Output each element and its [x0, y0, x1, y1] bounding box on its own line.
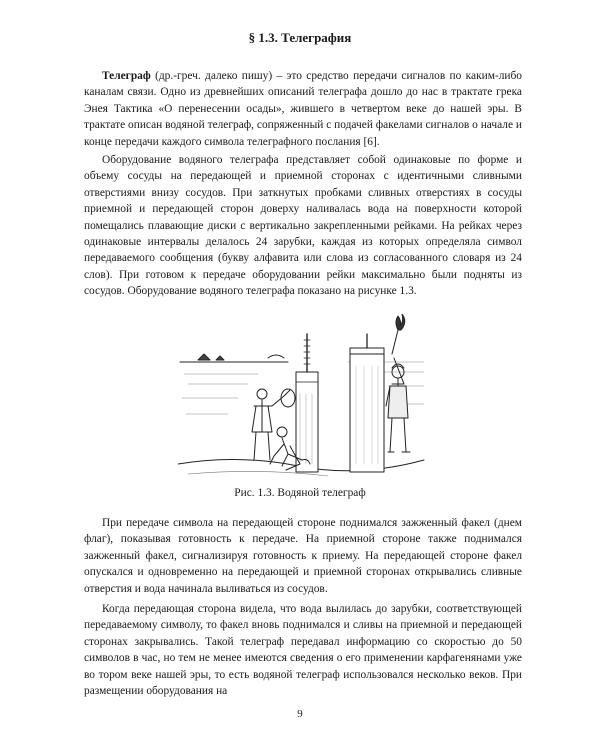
- figure-caption: Рис. 1.3. Водяной телеграф: [234, 487, 366, 499]
- paragraph-definition: [84, 68, 522, 150]
- paragraph-definition-text: (др.-греч. далеко пишу) – это средство передачи сигналов по каким-либо каналам связи. Одно из древнейших описаний телеграфа дошло до нас в трактате грека Энея Тактика «О перенесении осады», жившего в четвертом веке до нашей эры. В трактате описан водяной телеграф, сопряженный с подачей факелами сигналов о начале и конце передачи каждого символа телеграфного послания [6].: [84, 70, 522, 148]
- term-telegraph: Телеграф: [102, 70, 151, 82]
- page-number: 9: [297, 708, 303, 720]
- water-telegraph-illustration: [178, 314, 426, 480]
- section-heading: § 1.3. Телеграфия: [248, 30, 352, 45]
- paragraph-transmission: При передаче символа на передающей стороне поднимался зажженный факел (днем флаг), показывая готовность к передаче. На приемной стороне также поднимался зажженный факел, сигнализируя готовность к приему. На передающей стороне факел опускался и одновременно на передающей и приемной сторонах открывались сливные отверстия и вода начинала выливаться из сосудов.: [84, 517, 522, 595]
- paragraph-reception: Когда передающая сторона видела, что вода вылилась до зарубки, соответствующей передаваемому символу, то факел вновь поднимался и сливы на приемной и передающей сторонах закрывались. Такой телеграф передавал информацию со скоростью до 50 символов в час, но тем не менее имеются сведения о его применении карфагенянами уже во тором веке нашей эры, то есть водяной телеграф использовался несколько веков. При размещении оборудования на: [84, 603, 522, 698]
- paragraph-equipment: Оборудование водяного телеграфа представляет собой одинаковые по форме и объему сосуды на передающей и приемной сторонах с идентичными сливными отверстиями внизу сосудов. При заткнутых пробками сливных отверстиях в сосуды приемной и передающей сторон доверху наливалась вода на поверхности которой помещались плавающие диски с вертикально закрепленными рейками. На рейках через одинаковые интервалы делалось 24 зарубки, каждая из которых определяла символ передаваемого сообщения (букву алфавита или слова из согласованного словаря из 24 слов). При готовом к передаче оборудовании рейки максимально были подняты из сосудов. Оборудование водяного телеграфа показано на рисунке 1.3.: [84, 154, 522, 298]
